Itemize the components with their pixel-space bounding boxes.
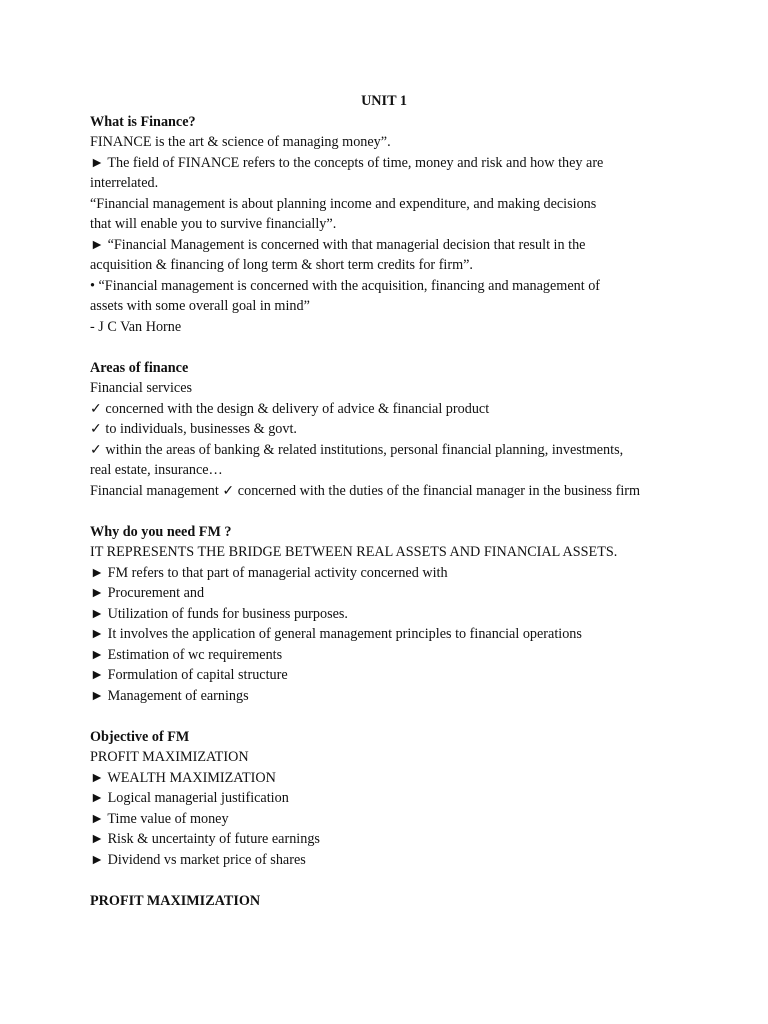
text-line: - J C Van Horne	[90, 318, 182, 335]
text-line: FINANCE is the art & science of managing money”.	[90, 134, 391, 150]
text-line: “Financial management is about planning income and expenditure, and making decisions	[90, 195, 597, 212]
text-line: ► Dividend vs market price of shares	[90, 851, 306, 868]
text-line: that will enable you to survive financially”.	[90, 216, 337, 232]
text-line: ✓ within the areas of banking & related institutions, personal financial planning, investments,	[90, 441, 624, 458]
text-line: interrelated.	[90, 175, 159, 191]
text-line: ► Formulation of capital structure	[90, 667, 288, 683]
text-line: ► Logical managerial justification	[90, 790, 289, 806]
section-heading-objective-of-fm: Objective of FM	[90, 728, 190, 745]
text-line: IT REPRESENTS THE BRIDGE BETWEEN REAL ASSETS AND FINANCIAL ASSETS.	[90, 544, 618, 560]
section-heading-why-need-fm: Why do you need FM ?	[90, 523, 232, 540]
text-line: ► Time value of money	[90, 810, 229, 827]
section-heading-profit-maximization: PROFIT MAXIMIZATION	[90, 892, 261, 909]
text-line: ► Risk & uncertainty of future earnings	[90, 831, 320, 847]
blank-line	[90, 501, 730, 522]
blank-line	[90, 337, 730, 358]
text-line: ► It involves the application of general management principles to financial operations	[90, 626, 582, 642]
section-heading-what-is-finance: What is Finance?	[90, 113, 196, 130]
text-line: ✓ concerned with the design & delivery of advice & financial product	[90, 400, 490, 417]
text-line: ► Estimation of wc requirements	[90, 646, 283, 663]
text-line: acquisition & financing of long term & short term credits for firm”.	[90, 257, 473, 273]
text-line: ► The field of FINANCE refers to the concepts of time, money and risk and how they are	[90, 154, 604, 171]
text-line: ► Procurement and	[90, 585, 205, 601]
section-heading-areas-of-finance: Areas of finance	[90, 359, 189, 376]
text-line: assets with some overall goal in mind”	[90, 298, 310, 314]
text-line: Financial services	[90, 380, 193, 396]
text-line: real estate, insurance…	[90, 462, 223, 478]
unit-title: UNIT 1	[361, 93, 407, 109]
text-line: PROFIT MAXIMIZATION	[90, 749, 249, 765]
text-line: ✓ to individuals, businesses & govt.	[90, 421, 297, 437]
blank-line	[90, 706, 730, 727]
text-line: Financial management ✓ concerned with the duties of the financial manager in the business firm	[90, 482, 641, 499]
text-line: ► FM refers to that part of managerial activity concerned with	[90, 564, 448, 581]
text-line: ► “Financial Management is concerned with that managerial decision that result in the	[90, 236, 586, 253]
text-line: ► WEALTH MAXIMIZATION	[90, 769, 276, 786]
blank-line	[90, 870, 730, 891]
document-content	[90, 91, 730, 911]
text-line: ► Management of earnings	[90, 687, 249, 704]
text-line: • “Financial management is concerned with the acquisition, financing and management of	[90, 277, 601, 294]
text-line: ► Utilization of funds for business purposes.	[90, 605, 348, 622]
